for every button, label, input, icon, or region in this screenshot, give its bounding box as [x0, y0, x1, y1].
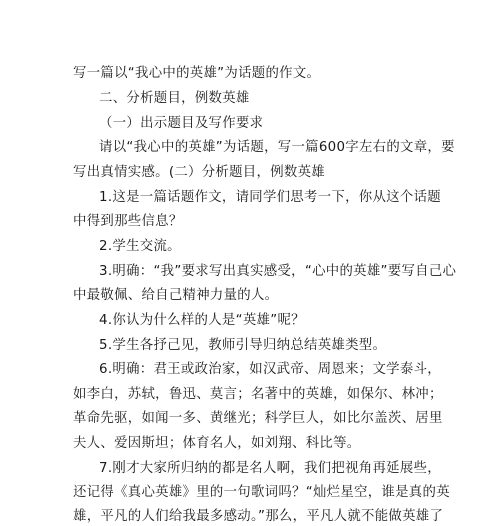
text-line-12: 5.学生各抒己见，教师引导归纳总结英雄类型。: [99, 338, 387, 353]
section-heading: 二、分析题目，例数英雄: [99, 91, 250, 106]
text-line-11: 4.你认为什么样的人是“英雄”呢？: [99, 313, 305, 328]
text-line-13: 6.明确：君王或政治家，如汉武帝、周恩来；文学泰斗，: [99, 362, 441, 377]
text-line-7: 中得到那些信息？: [73, 214, 183, 229]
text-line-5: 写出真情实感。(二）分析题目，例数英雄: [73, 165, 325, 180]
text-line-19: 雄，平凡的人们给我最多感动。”那么，平凡人就不能做英雄了: [73, 509, 444, 524]
text-line-18: 还记得《真心英雄》里的一句歌词吗？“灿烂星空，谁是真的英: [73, 485, 450, 500]
text-line-4: 请以“我心中的英雄”为话题，写一篇600字左右的文章，要: [99, 140, 455, 155]
text-line-6: 1.这是一篇话题作文，请同学们思考一下，你从这个话题: [99, 190, 441, 205]
text-line-9: 3.明确：“我”要求写出真实感受，“心中的英雄”要写自己心: [99, 264, 457, 279]
text-line-17: 7.刚才大家所归纳的都是名人啊，我们把视角再延展些，: [99, 461, 441, 476]
text-line-8: 2.学生交流。: [99, 239, 181, 254]
subsection-heading: （一）出示题目及写作要求: [99, 116, 264, 131]
text-line-16: 夫人、爱因斯坦；体育名人，如刘翔、科比等。: [73, 436, 361, 451]
text-line-1: 写一篇以“我心中的英雄”为话题的作文。: [73, 66, 321, 81]
text-line-15: 革命先驱，如闻一多、黄继光；科学巨人，如比尔盖茨、居里: [73, 411, 443, 426]
text-line-10: 中最敬佩、给自己精神力量的人。: [73, 288, 279, 303]
text-line-14: 如李白，苏轼，鲁迅、莫言；名著中的英雄，如保尔、林冲；: [73, 387, 443, 402]
